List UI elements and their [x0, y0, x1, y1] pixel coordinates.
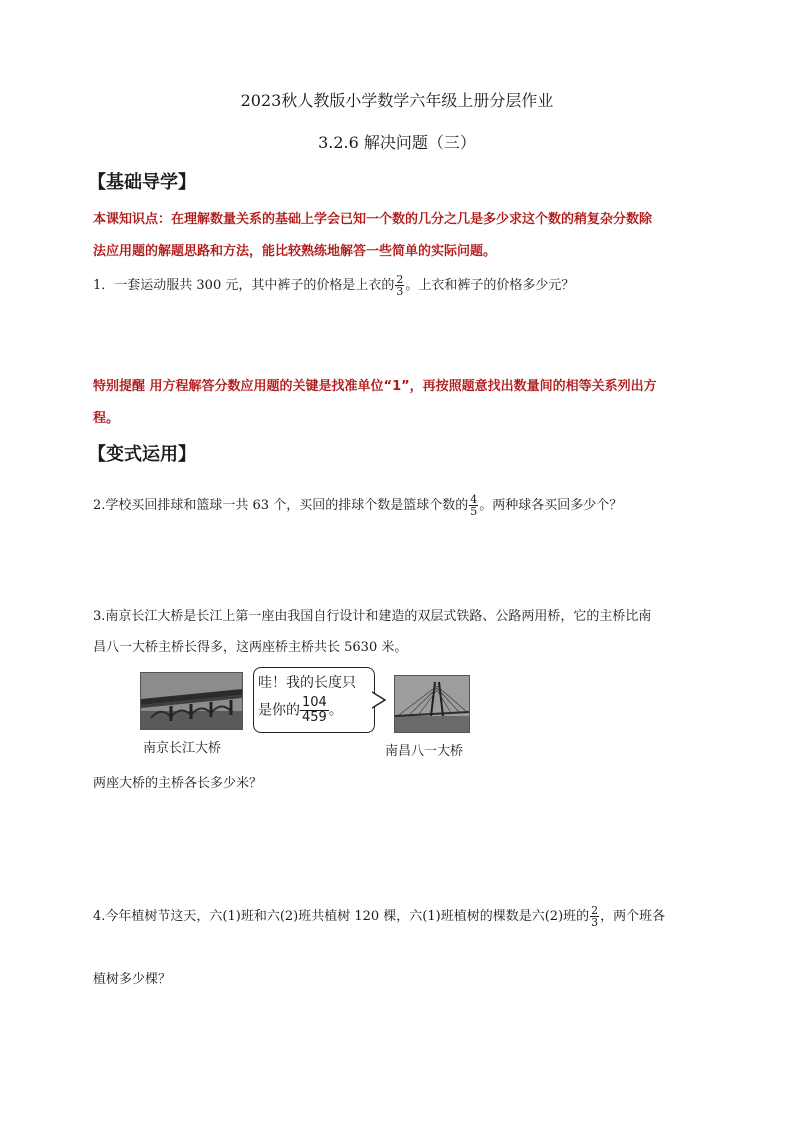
- bubble-frac-num: 104: [302, 695, 327, 710]
- q1-fraction: [395, 274, 404, 297]
- tip-line2: 程。: [93, 411, 120, 426]
- question-1: [93, 274, 574, 297]
- q1-text-prefix: 1．一套运动服共 300 元，其中裤子的价格是上衣的: [93, 278, 395, 293]
- page-title: 2023秋人教版小学数学六年级上册分层作业: [240, 91, 554, 110]
- bubble-line2-suffix: 。: [328, 702, 343, 719]
- q4-text-prefix: 4.今年植树节这天，六(1)班和六(2)班共植树 120 棵，六(1)班植树的棵数是六(2)班的: [93, 909, 590, 924]
- q4-frac-num: 2: [591, 904, 599, 917]
- speech-bubble: [253, 667, 375, 733]
- bubble-fraction: [300, 696, 329, 725]
- q1-frac-den: 3: [396, 285, 404, 298]
- bubble-line2-prefix: 是你的: [258, 702, 300, 719]
- q2-frac-num: 4: [470, 493, 478, 506]
- question-4-line1: [93, 905, 665, 928]
- question-3-ask: 两座大桥的主桥各长多少米？: [93, 776, 263, 791]
- bubble-line1: 哇！我的长度只: [258, 675, 356, 691]
- caption-nanchang-bridge: 南昌八一大桥: [385, 744, 464, 759]
- question-3-line2: 昌八一大桥主桥长得多，这两座桥主桥共长 5630 米。: [93, 640, 408, 655]
- q4-fraction: [590, 905, 599, 928]
- q2-text-suffix: 。两种球各买回多少个？: [479, 498, 623, 513]
- nanjing-bridge-photo: [140, 672, 243, 730]
- section-heading-variant: 【变式运用】: [88, 444, 196, 465]
- q2-frac-den: 5: [470, 505, 478, 518]
- nanchang-bridge-illustration: [395, 676, 469, 732]
- question-2: [93, 494, 622, 517]
- q1-frac-num: 2: [396, 273, 404, 286]
- tip-line1: 特别提醒 用方程解答分数应用题的关键是找准单位“1”，再按照题意找出数量间的相等关系列出方: [93, 379, 657, 394]
- speech-bubble-tail: [372, 690, 386, 710]
- nanjing-bridge-illustration: [141, 673, 242, 729]
- q1-text-suffix: 。上衣和裤子的价格多少元？: [405, 278, 575, 293]
- caption-nanjing-bridge: 南京长江大桥: [143, 741, 222, 756]
- q4-frac-den: 3: [591, 916, 599, 929]
- nanchang-bridge-photo: [394, 675, 470, 733]
- question-3-line1: 3.南京长江大桥是长江上第一座由我国自行设计和建造的双层式铁路、公路两用桥，它的主桥比南: [93, 609, 652, 624]
- q2-text-prefix: 2.学校买回排球和篮球一共 63 个，买回的排球个数是篮球个数的: [93, 498, 469, 513]
- section-heading-basic: 【基础导学】: [88, 172, 196, 193]
- knowledge-point-line1: 本课知识点：在理解数量关系的基础上学会已知一个数的几分之几是多少求这个数的稍复杂分数除: [93, 212, 653, 227]
- question-4-line2: 植树多少棵？: [93, 972, 172, 987]
- bubble-line2: [258, 696, 343, 725]
- knowledge-point-line2: 法应用题的解题思路和方法，能比较熟练地解答一些简单的实际问题。: [93, 244, 497, 259]
- bubble-frac-den: 459: [302, 710, 327, 725]
- q4-text-suffix: ，两个班各: [600, 909, 666, 924]
- q2-fraction: [469, 494, 478, 517]
- lesson-subtitle: 3.2.6 解决问题（三）: [318, 133, 476, 152]
